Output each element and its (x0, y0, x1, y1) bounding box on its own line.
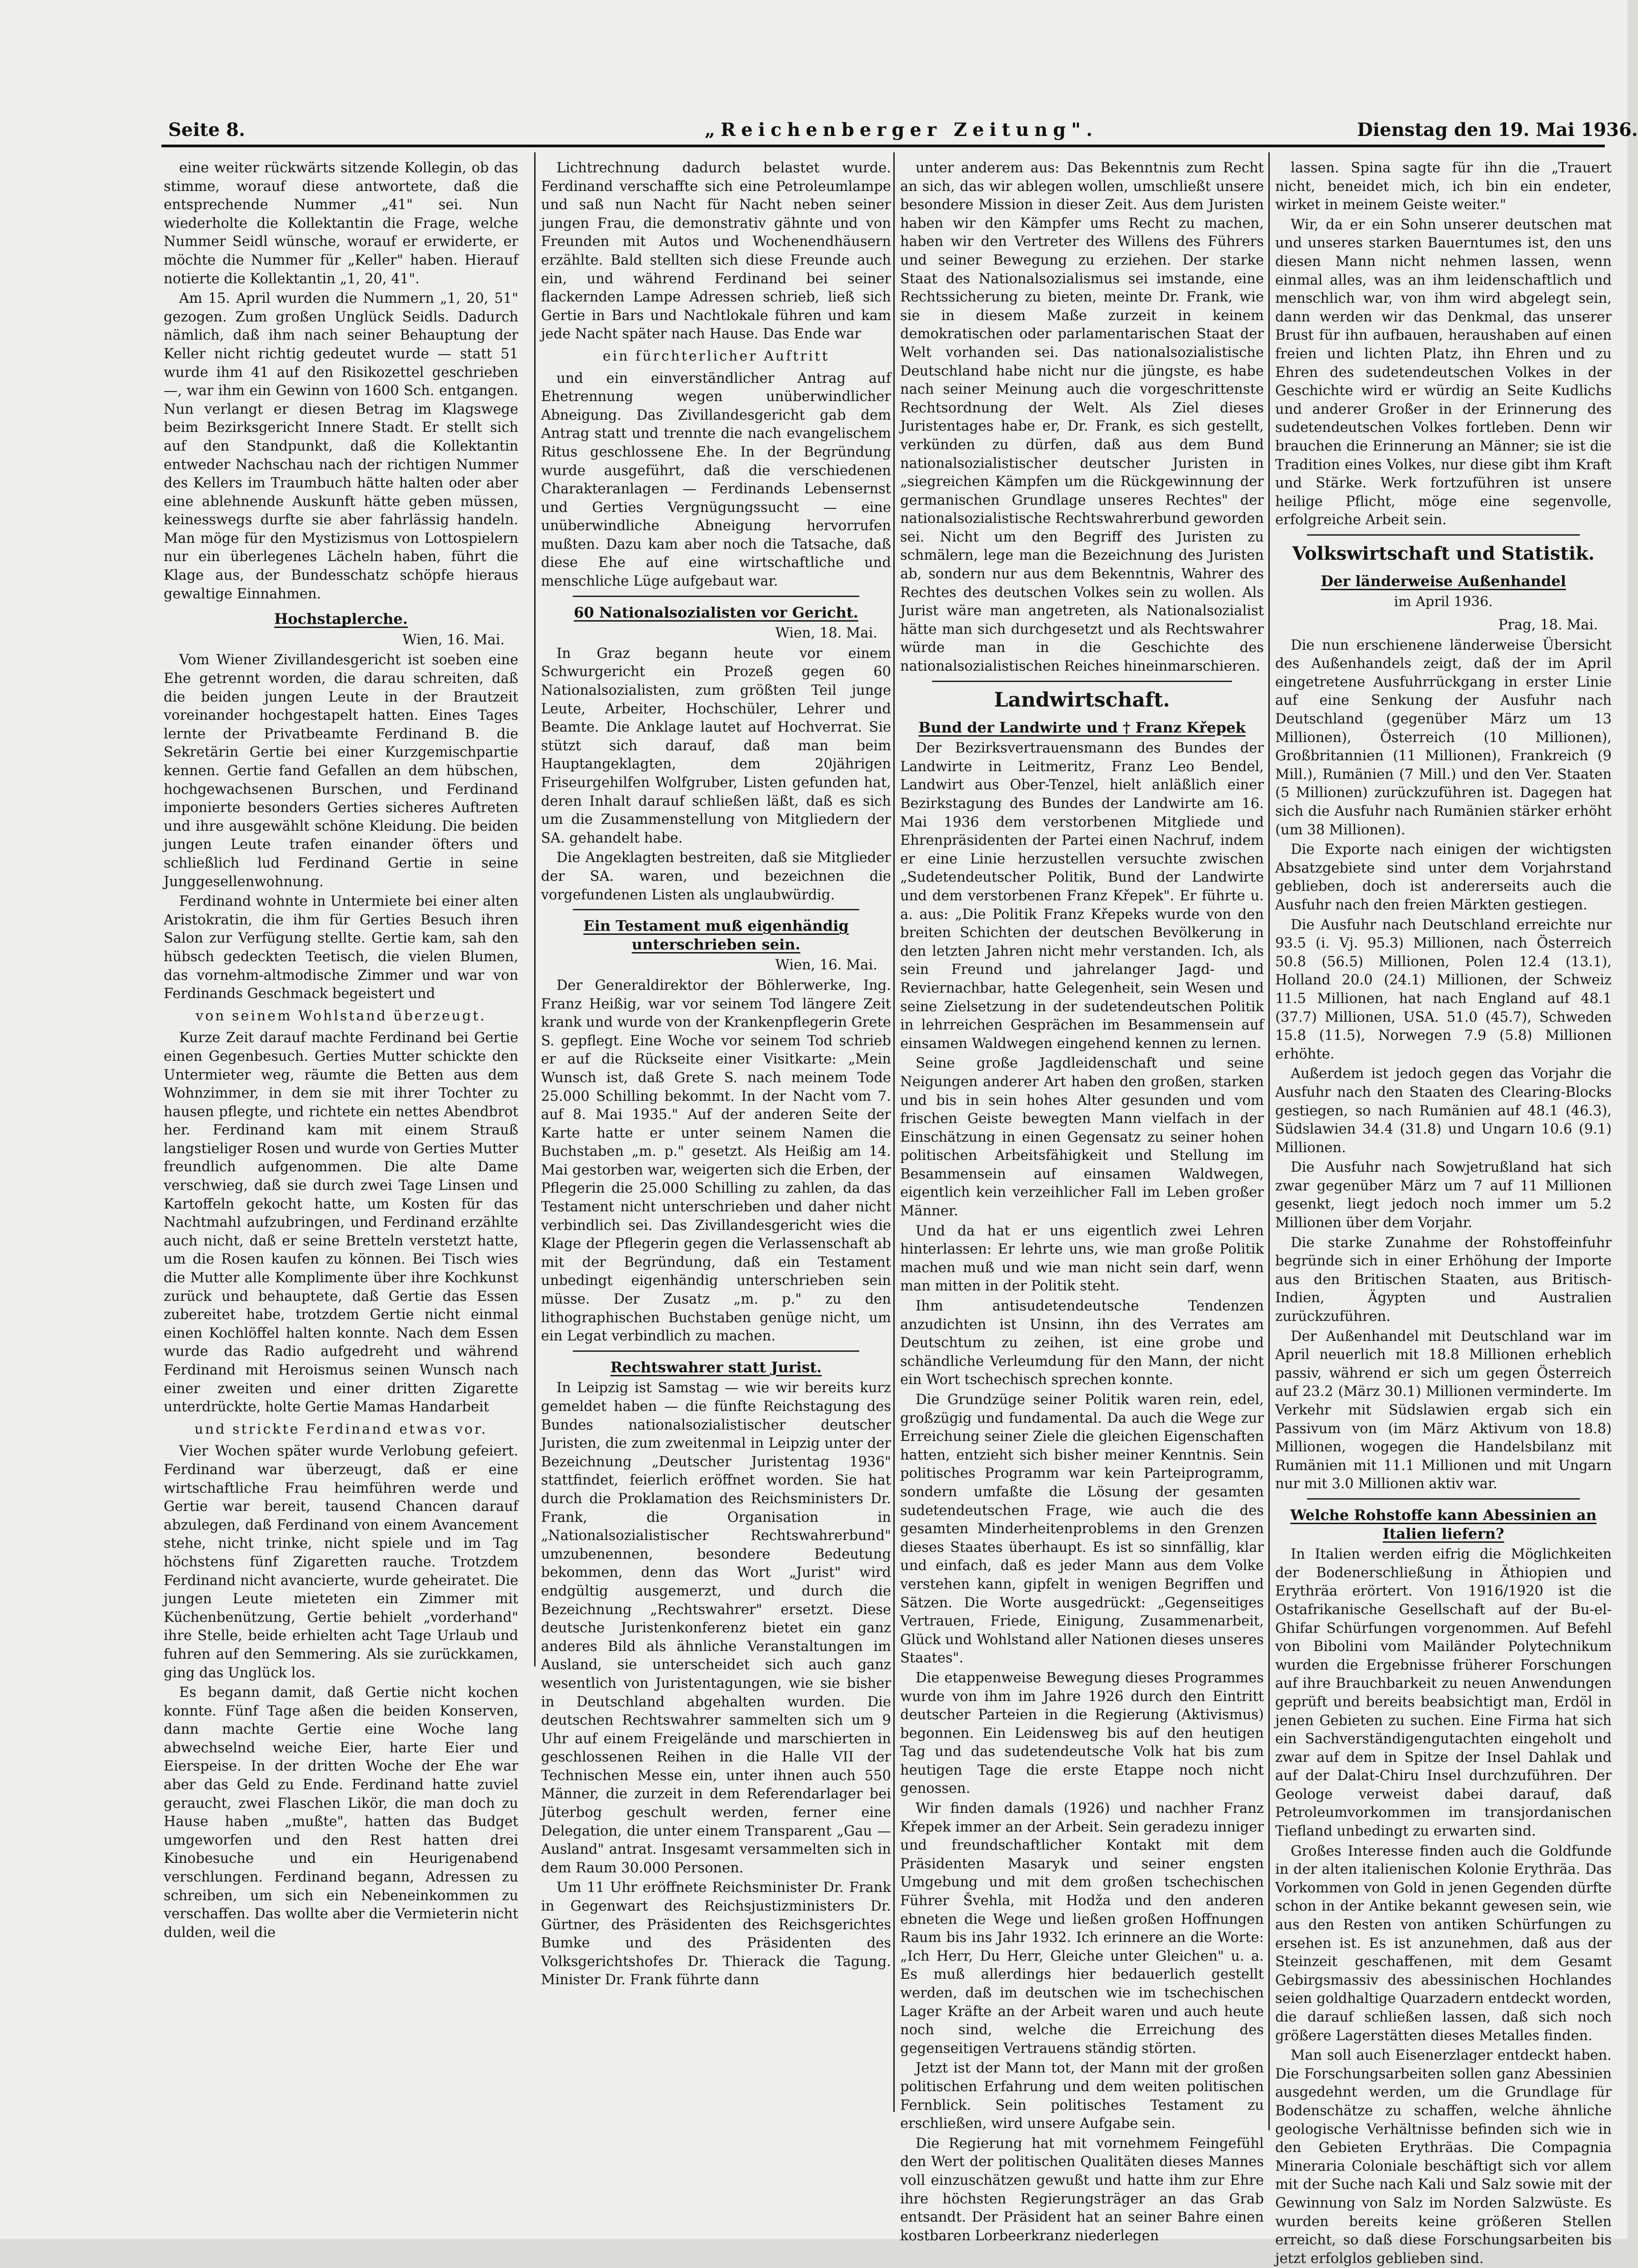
article-paragraph: Wir finden damals (1926) und nachher Franz Křepek immer an der Arbeit. Sein geradezu inniger und freundschaftlicher Kontakt mit dem Präsidenten Masaryk und seiner engsten Umgebung und mit dem großen tschechischen Führer Švehla, mit Hodža und den anderen ebneten die Wege und ließen großen Hoffnungen Raum bis ins Jahr 1932. Ich erinnere an die Worte: „Ich Herr, Du Herr, Gleiche unter Gleichen" u. a. Es muß allerdings hier bedauerlich gestellt werden, daß im deutschen wie im tschechischen Lager Kräfte an der Arbeit waren und auch heute noch sind, welche die Erreichung des gegenseitigen Vertrauens ständig störten. (900, 1801, 1264, 2057)
article-paragraph: Am 15. April wurden die Nummern „1, 20, 51" gezogen. Zum großen Unglück Seidls. Dadurch nämlich, daß ihm nach seiner Behauptung der Keller nicht richtig gedeutet wurde — statt 51 wurde ihm 41 auf den Risikozettel geschrieben —, war ihm ein Gewinn von 1600 Sch. entgangen. Nun verlangt er diesen Betrag im Klagswege beim Bezirksgericht Innere Stadt. Er stellt sich auf den Standpunkt, daß die Kollektantin entweder Nachschau nach der richtigen Nummer des Kellers im Traumbuch hätte halten oder aber eine ablehnende Auskunft hätte geben müssen, keinesswegs durfte sie aber fahrlässig handeln. Man möge für den Mystizismus von Lottospielern nur ein überlegenes Lächeln haben, führt die Klage aus, der Bundesschatz schöpfe hieraus gewaltige Einnahmen. (164, 291, 518, 602)
masthead-title: „Reichenberger Zeitung". (705, 119, 1098, 140)
column-divider (1268, 152, 1270, 2130)
headline-hochstaplerche: Hochstaplerche. (274, 610, 408, 628)
header-rule (161, 145, 1605, 147)
article-paragraph: Außerdem ist jedoch gegen das Vorjahr die Ausfuhr nach den Staaten des Clearing-Blocks gestiegen, so nach Rumänien auf 48.1 (46.3), Südslawien 34.4 (31.8) und Ungarn 10.6 (9.1) Millionen. (1275, 1066, 1612, 1156)
page-number: Seite 8. (168, 119, 245, 140)
article-paragraph: Jetzt ist der Mann tot, der Mann mit der großen politischen Erfahrung und dem weiten politischen Fernblick. Sein politisches Testament zu erschließen, wird unsere Aufgabe sein. (900, 2060, 1264, 2132)
article-paragraph: Der Bezirksvertrauensmann des Bundes der Landwirte in Leitmeritz, Franz Leo Bendel, Landwirt aus Ober-Tenzel, hielt anläßlich einer Bezirkstagung des Bundes der Landwirte am 16. Mai 1936 dem verstorbenen Mitgliede und Ehrenpräsidenten der Partei einen Nachruf, indem er eine Linie herzustellen versuchte zwischen „Sudetendeutscher Politik, Bund der Landwirte und dem verstorbenen Franz Křepek". Er führte u. a. aus: „Die Politik Franz Křepeks wurde von den breiten Schichten der deutschen Bevölkerung in den letzten Jahren nicht mehr verstanden. Ich, als sein Freund und jahrelanger Jagd- und Reviernachbar, hatte Gelegenheit, sein Wesen und seine Zielsetzung in der sudetendeutschen Politik in lehrreichen Gesprächen im Besammensein auf einsamen Waldwegen eingehend kennen zu lernen. (900, 740, 1264, 1052)
article-divider (573, 596, 859, 597)
dateline: Wien, 18. Mai. (775, 625, 877, 642)
article-paragraph: Die Grundzüge seiner Politik waren rein, edel, großzügig und fundamental. Da auch die Wege zur Erreichung seiner Ziele die gleichen Eigenschaften hatten, entzieht sich bisher meiner Kenntnis. Sein politisches Programm war kein Parteiprogramm, sondern umfaßte die Lösung der gesamten sudetendeutschen Frage, wie auch die des gesamten Minderheitenproblems in den Grenzen dieses Staates überhaupt. Es ist so sinnfällig, klar und einfach, daß es jeder Mann aus dem Volke verstehen kann, gipfelt in wenigen Begriffen und Sätzen. Die Worte ausgedrückt: „Gegenseitiges Vertrauen, Friede, Einigung, Zusammenarbeit, Glück und Wohlstand aller Nationen dieses unseres Staates". (900, 1392, 1264, 1666)
column-2 (541, 159, 891, 2183)
spaced-subhead: von seinem Wohlstand überzeugt. (195, 1008, 486, 1024)
dateline: Wien, 16. Mai. (775, 957, 877, 973)
article-paragraph: und ein einverständlicher Antrag auf Ehetrennung wegen unüberwindlicher Abneigung. Das Zivillandesgericht gab dem Antrag statt und trennte die nach evangelischem Ritus geschlossene Ehe. In der Begründung wurde ausgeführt, daß die verschiedenen Charakteranlagen — Ferdinands Lebensernst und Gerties Vergnügungssucht — eine unüberwindliche Abneigung hervorrufen mußten. Dazu kam aber noch die Tatsache, daß diese Ehe auf eine wirtschaftliche und menschliche Lüge aufgebaut war. (541, 370, 891, 590)
article-paragraph: Die Ausfuhr nach Sowjetrußland hat sich zwar gegenüber März um 7 auf 11 Millionen gesenkt, liegt jedoch noch immer um 5.2 Millionen über dem Vorjahr. (1275, 1159, 1612, 1231)
dateline: Prag, 18. Mai. (1498, 617, 1598, 633)
article-paragraph: Die starke Zunahme der Rohstoffeinfuhr begründe sich in einer Erhöhung der Importe aus den Britischen Staaten, aus Britisch-Indien, Ägypten und Australien zurückzuführen. (1275, 1234, 1612, 1325)
column-divider (534, 152, 536, 1666)
article-divider (573, 1350, 859, 1352)
headline-nationalsozialisten: 60 Nationalsozialisten vor Gericht. (574, 603, 858, 621)
article-paragraph: Es begann damit, daß Gertie nicht kochen konnte. Fünf Tage aßen die beiden Konserven, dann machte Gertie eine Woche lang abwechselnd weiche Eier, harte Eier und Eierspeise. In der dritten Woche der Ehe war aber das Geld zu Ende. Ferdinand hatte zuviel geraucht, zwei Flaschen Likör, die man doch zu Hause haben „mußte", hatten das Budget umgeworfen und den Rest hatten drei Kinobesuche und ein Heurigenabend verschlungen. Ferdinand begann, Adressen zu schreiben, um sich ein Nebeneinkommen zu verschaffen. Das wollte aber die Vermieterin nicht dulden, weil die (164, 1685, 518, 1941)
spaced-subhead: ein fürchterlicher Auftritt (602, 348, 830, 364)
headline-testament: Ein Testament muß eigenhändig unterschrieben sein. (583, 917, 849, 953)
section-heading-volkswirtschaft: Volkswirtschaft und Statistik. (1292, 542, 1595, 564)
column-4 (1275, 159, 1612, 2267)
article-divider (573, 909, 859, 910)
article-paragraph: lassen. Spina sagte für ihn die „Trauert nicht, beneidet mich, ich bin ein endeter, wirket in meinem Geiste weiter." (1275, 160, 1612, 213)
article-paragraph: Der Außenhandel mit Deutschland war im April neuerlich mit 18.8 Millionen erheblich passiv, während er sich um gegen Österreich auf 23.2 (März 30.1) Millionen verminderte. Im Verkehr mit Südslawien ergab sich ein Passivum von (im März Aktivum von 18.8) Millionen, wogegen die Handelsbilanz mit Rumänien mit 11.1 Millionen und mit Ungarn nur mit 3.0 Millionen aktiv war. (1275, 1328, 1612, 1492)
article-paragraph: Die Angeklagten bestreiten, daß sie Mitglieder der SA. waren, und bezeichnen die vorgefundenen Listen als unglaubwürdig. (541, 850, 891, 903)
column-divider (893, 152, 895, 2112)
dateline: Wien, 16. Mai. (402, 632, 505, 648)
headline-bund-der-landwirte: Bund der Landwirte und † Franz Křepek (918, 718, 1246, 736)
article-divider (1307, 534, 1580, 536)
section-heading-landwirtschaft: Landwirtschaft. (994, 688, 1170, 712)
article-paragraph: eine weiter rückwärts sitzende Kollegin, ob das stimme, worauf diese antwortete, daß die entsprechende Nummer „41" sei. Nun wiederholte die Kollektantin die Frage, welche Nummer Seidl wünsche, worauf er erwiderte, er möchte die Nummer für „Keller" haben. Hierauf notierte die Kollektantin „1, 20, 41". (164, 160, 518, 287)
article-paragraph: unter anderem aus: Das Bekenntnis zum Recht an sich, das wir ablegen wollen, umschließt unsere besondere Mission in dieser Zeit. Aus dem Juristen haben wir den Kämpfer ums Recht zu machen, haben wir den Vertreter des Willens des Führers und seiner Bewegung zu erziehen. Der starke Staat des Nationalsozialismus sei imstande, eine Rechtssicherung zu bieten, meinte Dr. Frank, wie sie in diesem Maße zurzeit in keinem demokratischen oder parlamentarischen Staat der Welt vorhanden sei. Das nationalsozialistische Deutschland habe nicht nur die jüngste, es habe nach seiner Meinung auch die vorgeschrittenste Rechtsordnung der Welt. Als Ziel dieses Juristentages habe er, Dr. Frank, es sich gestellt, verkünden zu dürfen, daß aus dem Bund nationalsozialistischer deutscher Juristen in „siegreichen Kämpfen um die Rückgewinnung der germanischen Grundlage unseres Rechtes" der nationalsozialistische Rechtswahrerbund geworden sei. Nicht um den Begriff des Juristen zu schmälern, lege man die Bezeichnung des Juristen ab, sondern nur aus dem Bekenntnis, Wahrer des Rechtes des deutschen Volkes sein zu wollen. Als Jurist wäre man angetreten, als Nationalsozialist hätte man sich durchgesetzt und als Rechtswahrer würde man in die Geschichte des nationalsozialistischen Reiches hineinmarschieren. (900, 160, 1264, 675)
article-paragraph: In Leipzig ist Samstag — wie wir bereits kurz gemeldet haben — die fünfte Reichstagung des Bundes nationalsozialistischer deutscher Juristen, die zum zweitenmal in Leipzig unter der Bezeichnung „Deutscher Juristentag 1936" stattfindet, feierlich eröffnet worden. Sie hat durch die Proklamation des Reichsministers Dr. Frank, die Organisation in „Nationalsozialistischer Rechtswahrerbund" umzubenennen, besondere Bedeutung bekommen, denn das Wort „Jurist" wird endgültig ausgemerzt, und durch die Bezeichnung „Rechtswahrer" ersetzt. Diese deutsche Juristenkonferenz bietet ein ganz anderes Bild als ähnliche Veranstaltungen im Ausland, sie unterscheidet sich auch ganz wesentlich von Juristentagungen, wie sie bisher in Deutschland abgehalten wurden. Die deutschen Rechtswahrer sammelten sich um 9 Uhr auf einem Freigelände und marschierten in geschlossenen Reihen in die Halle VII der Technischen Messe ein, unter ihnen auch 550 Männer, die zurzeit in dem Referendarlager bei Jüterbog geschult werden, ferner eine Delegation, die unter einem Transparent „Gau — Ausland" antrat. Insgesamt versammelten sich in dem Raum 30.000 Personen. (541, 1380, 891, 1876)
headline-rohstoffe-abessinien: Welche Rohstoffe kann Abessinien an Italien liefern? (1290, 1506, 1597, 1542)
article-divider (932, 681, 1232, 682)
article-paragraph: Kurze Zeit darauf machte Ferdinand bei Gertie einen Gegenbesuch. Gerties Mutter schickte den Untermieter weg, räumte die Betten aus dem Wohnzimmer, in dem sie mit ihrer Tochter zu hausen pflegte, und richtete ein nettes Abendbrot her. Ferdinand kam mit einem Strauß langstieliger Rosen und wurde von Gerties Mutter freundlich aufgenommen. Die alte Dame verschwieg, daß sie durch zwei Tage Linsen und Kartoffeln gekocht hatte, um Kosten für das Nachtmahl aufzubringen, und Ferdinand erzählte auch nicht, daß er seine Bretteln verstetzt hatte, um die Rosen kaufen zu können. Bei Tisch wies die Mutter alle Komplimente über ihre Kochkunst zurück und behauptete, daß Gertie das Essen zubereitet habe, trotzdem Gertie nicht einmal einen Kochlöffel halten konnte. Nach dem Essen wurde das Radio aufgedreht und während Ferdinand mit Heroismus seinen Wunsch nach einer zweiten und einer dritten Zigarette unterdrückte, holte Gertie Mamas Handarbeit (164, 1030, 518, 1415)
headline-subtitle: im April 1936. (1394, 594, 1493, 610)
headline-rechtswahrer: Rechtswahrer statt Jurist. (610, 1358, 822, 1376)
issue-date: Dienstag den 19. Mai 1936. (1357, 119, 1638, 140)
article-paragraph: Um 11 Uhr eröffnete Reichsminister Dr. Frank in Gegenwart des Reichsjustizministers Dr. Gürtner, des Präsidenten des Reichsgerichtes Bumke und des Präsidenten des Volksgerichtshofes Dr. Thierack die Tagung. Minister Dr. Frank führte dann (541, 1880, 891, 1988)
article-paragraph: Ihm antisudetendeutsche Tendenzen anzudichten ist Unsinn, ihn des Verrates am Deutschtum zu zeihen, ist eine grobe und schändliche Verleumdung für den Mann, der nicht ein Wort tschechisch sprechen konnte. (900, 1298, 1264, 1388)
article-paragraph: Vom Wiener Zivillandesgericht ist soeben eine Ehe getrennt worden, die darau schreiten, daß die beiden jungen Leute in der Brautzeit voreinander hochgestapelt hatten. Eines Tages lernte der Privatbeamte Ferdinand B. die Sekretärin Gertie bei einer Kurzgemischpartie kennen. Gertie fand Gefallen an dem hübschen, hochgewachsenen Burschen, und Ferdinand imponierte besonders Gerties sicheres Auftreten und ihre ausgewählt schöne Kleidung. Die beiden jungen Leute trafen einander öfters und schließlich lud Ferdinand Gertie in seine Junggesellenwohnung. (164, 652, 518, 890)
article-paragraph: Die Regierung hat mit vornehmem Feingefühl den Wert der politischen Qualitäten dieses Mannes voll einzuschätzen gewußt und hatte ihm zur Ehre ihre höchsten Regierungsträger an das Grab entsandt. Der Präsident hat an seiner Bahre einen kostbaren Lorbeerkranz niederlegen (900, 2135, 1264, 2244)
article-paragraph: Lichtrechnung dadurch belastet wurde. Ferdinand verschaffte sich eine Petroleumlampe und saß nun Nacht für Nacht neben seiner jungen Frau, die demonstrativ gähnte und von Freunden mit Autos und Wochenendhäusern erzählte. Bald stellten sich diese Freunde auch ein, und während Ferdinand bei seiner flackernden Lampe Adressen schrieb, ließ sich Gertie in Bars und Nachtlokale führen und kam jede Nacht später nach Hause. Das Ende war (541, 160, 891, 342)
column-1 (164, 159, 518, 2160)
article-paragraph: Seine große Jagdleidenschaft und seine Neigungen anderer Art haben den großen, starken und bis in sein hohes Alter gesunden und vom frischen Geiste bewegten Mann vielfach in der Einschätzung in einen Gegensatz zu seiner hohen politischen Arbeitsfähigkeit und Stellung im Besammensein auf einsamen Waldwegen, eigentlich kein verzeihlicher Fall im Leben großer Männer. (900, 1055, 1264, 1219)
article-divider (1307, 1498, 1580, 1500)
article-paragraph: Man soll auch Eisenerzlager entdeckt haben. Die Forschungsarbeiten sollen ganz Abessinien ausgedehnt werden, um die Grundlage für Bodenschätze zu schaffen, welche ähnliche geologische Verhältnisse befinden sich wie in den Gebieten Erythräas. Die Compagnia Mineraria Coloniale beschäftigt sich vor allem mit der Suche nach Kali und Salz sowie mit der Gewinnung von Salz im Norden Salzwüste. Es wurden bereits keine größeren Stellen erreicht, so daß diese Forschungsarbeiten bis jetzt erfolglos geblieben sind. (1275, 2047, 1612, 2267)
article-paragraph: Vier Wochen später wurde Verlobung gefeiert. Ferdinand war überzeugt, daß er eine wirtschaftliche Frau heimführen werde und Gertie war bereit, tausend Chancen darauf abzulegen, daß Ferdinand von einem Avancement stehe, nicht trinke, nicht spiele und im Tag höchstens fünf Zigaretten rauche. Trotzdem Ferdinand nicht avancierte, wurde geheiratet. Die jungen Leute mieteten ein Zimmer mit Küchenbenützung, Gertie behielt „vorderhand" ihre Stelle, beide erhielten acht Tage Urlaub und fuhren auf den Semmering. Als sie zurückkamen, ging das Unglück los. (164, 1443, 518, 1681)
article-paragraph: Die Exporte nach einigen der wichtigsten Absatzgebiete sind unter dem Vorjahrstand geblieben, doch ist andererseits auch die Ausfuhr nach den freien Märkten gestiegen. (1275, 842, 1612, 913)
article-paragraph: Die nun erschienene länderweise Übersicht des Außenhandels zeigt, daß der im April eingetretene Ausfuhrrückgang in erster Linie auf eine Senkung der Ausfuhr nach Deutschland (gegenüber März um 13 Millionen), Österreich (10 Millionen), Großbritannien (11 Millionen), Frankreich (9 Mill.), Rumänien (7 Mill.) und den Ver. Staaten (5 Millionen) zurückzuführen ist. Dagegen hat sich die Ausfuhr nach Rumänien stärker erhöht (um 38 Millionen). (1275, 637, 1612, 838)
column-3 (900, 159, 1264, 2244)
article-paragraph: Der Generaldirektor der Böhlerwerke, Ing. Franz Heißig, war vor seinem Tod längere Zeit krank und wurde von der Krankenpflegerin Grete S. gepflegt. Eine Woche vor seinem Tod schrieb er auf die Rückseite einer Visitkarte: „Mein Wunsch ist, daß Grete S. nach meinem Tode 25.000 Schilling bekommt. In der Nacht vom 7. auf 8. Mai 1935." Auf der anderen Seite der Karte hatte er unter seinem Namen die Buchstaben „m. p." gesetzt. Als Heißig am 14. Mai gestorben war, weigerten sich die Erben, der Pflegerin die 25.000 Schilling zu zahlen, da das Testament nicht unterschrieben und daher nicht verbindlich sei. Das Zivillandesgericht wies die Klage der Pflegerin gegen die Verlassenschaft ab mit der Begründung, daß ein Testament unbedingt eigenhändig unterschrieben sein müsse. Der Zusatz „m. p." zu den lithographischen Buchstaben genüge nicht, um ein Legat verbindlich zu machen. (541, 977, 891, 1345)
spaced-subhead: und strickte Ferdinand etwas vor. (194, 1421, 488, 1437)
article-paragraph: Die etappenweise Bewegung dieses Programmes wurde von ihm im Jahre 1926 durch den Eintritt deutscher Parteien in die Regierung (Aktivismus) begonnen. Ein Leidensweg bis auf den heutigen Tag und das sudetendeutsche Volk hat bis zum heutigen Tage die erste Etappe noch nicht genossen. (900, 1670, 1264, 1797)
article-paragraph: Großes Interesse finden auch die Goldfunde in der alten italienischen Kolonie Erythräa. Das Vorkommen von Gold in jenen Gegenden dürfte schon in der Antike bekannt gewesen sein, wie aus den Resten von antiken Schürfungen zu ersehen ist. Es ist anzunehmen, daß aus der Steinzeit geschaffenen, mit dem Gesamt Gebirgsmassiv des abessinischen Hochlandes seien goldhaltige Quarzadern entdeckt worden, die darauf schließen lassen, daß sich noch größere Lagerstätten dieses Metalles finden. (1275, 1843, 1612, 2044)
article-paragraph: Und da hat er uns eigentlich zwei Lehren hinterlassen: Er lehrte uns, wie man große Politik machen muß und wie man nicht sein darf, wenn man mitten in der Politik steht. (900, 1223, 1264, 1295)
headline-aussenhandel: Der länderweise Außenhandel (1321, 572, 1566, 590)
article-paragraph: Die Ausfuhr nach Deutschland erreichte nur 93.5 (i. Vj. 95.3) Millionen, nach Österreich 50.8 (56.5) Millionen, Polen 12.4 (13.1), Holland 20.0 (24.1) Millionen, der Schweiz 11.5 Millionen, hat nach England auf 48.1 (37.7) Millionen, USA. 51.0 (45.7), Schweden 15.8 (11.5), Norwegen 7.9 (5.8) Millionen erhöhte. (1275, 917, 1612, 1062)
article-paragraph: Ferdinand wohnte in Untermiete bei einer alten Aristokratin, die ihm für Gerties Besuch ihren Salon zur Verfügung stellte. Gertie kam, sah den hübsch gedeckten Teetisch, die vielen Blumen, das vornehm-altmodische Zimmer und war von Ferdinands Geschmack begeistert und (164, 893, 518, 1002)
article-paragraph: Wir, da er ein Sohn unserer deutschen mat und unseres starken Bauerntumes ist, den uns diesen Mann nicht nehmen lassen, wenn einmal alles, was an ihm leidenschaftlich und menschlich war, von ihm wird abgelegt sein, dann werden wir das Denkmal, das unserer Brust für ihn aufbauen, heraushaben auf einen freien und lichten Platz, ihn Ehren und zu Ehren des sudetendeutschen Volkes in der Geschichte wird er würdig an Seite Kudlichs und anderer Großer in der Erinnerung des sudetendeutschen Volkes fortleben. Denn wir brauchen die Erinnerung an Männer; sie ist die Tradition eines Volkes, nur diese gibt ihm Kraft und Stärke. Werk fortzuführen ist unsere heilige Pflicht, möge eine segenvolle, erfolgreiche Arbeit sein. (1275, 216, 1612, 528)
article-paragraph: In Graz begann heute vor einem Schwurgericht ein Prozeß gegen 60 Nationalsozialisten, zum größten Teil junge Leute, Arbeiter, Hochschüler, Lehrer und Beamte. Die Anklage lautet auf Hochverrat. Sie stützt sich darauf, daß man beim Hauptangeklagten, dem 20jährigen Friseurgehilfen Wolfgruber, Listen gefunden hat, deren Inhalt darauf schließen läßt, daß es sich um die Zusammenstellung von Mitgliedern der SA. gehandelt habe. (541, 645, 891, 846)
article-paragraph: In Italien werden eifrig die Möglichkeiten der Bodenerschließung in Äthiopien und Erythräa erörtert. Von 1916/1920 ist die Ostafrikanische Gesellschaft auf der Bu-el-Ghifar Schürfungen vorgenommen. Auf Befehl von Bibolini vom Mailänder Polytechnikum wurden die Ergebnisse früherer Forschungen auf ihre Brauchbarkeit zu neuen Anwendungen geprüft und bereits beabsichtigt man, Erdöl in jenen Gebieten zu suchen. Eine Firma hat sich ein Sachverständigengutachten eingeholt und zwar auf dem in Spitze der Insel Dahlak und auf der Dalat-Chiru Insel durchzuführen. Der Geologe verweist dabei darauf, daß Petroleumvorkommen im transjordanischen Tiefland unbedingt zu erwarten sind. (1275, 1546, 1612, 1840)
